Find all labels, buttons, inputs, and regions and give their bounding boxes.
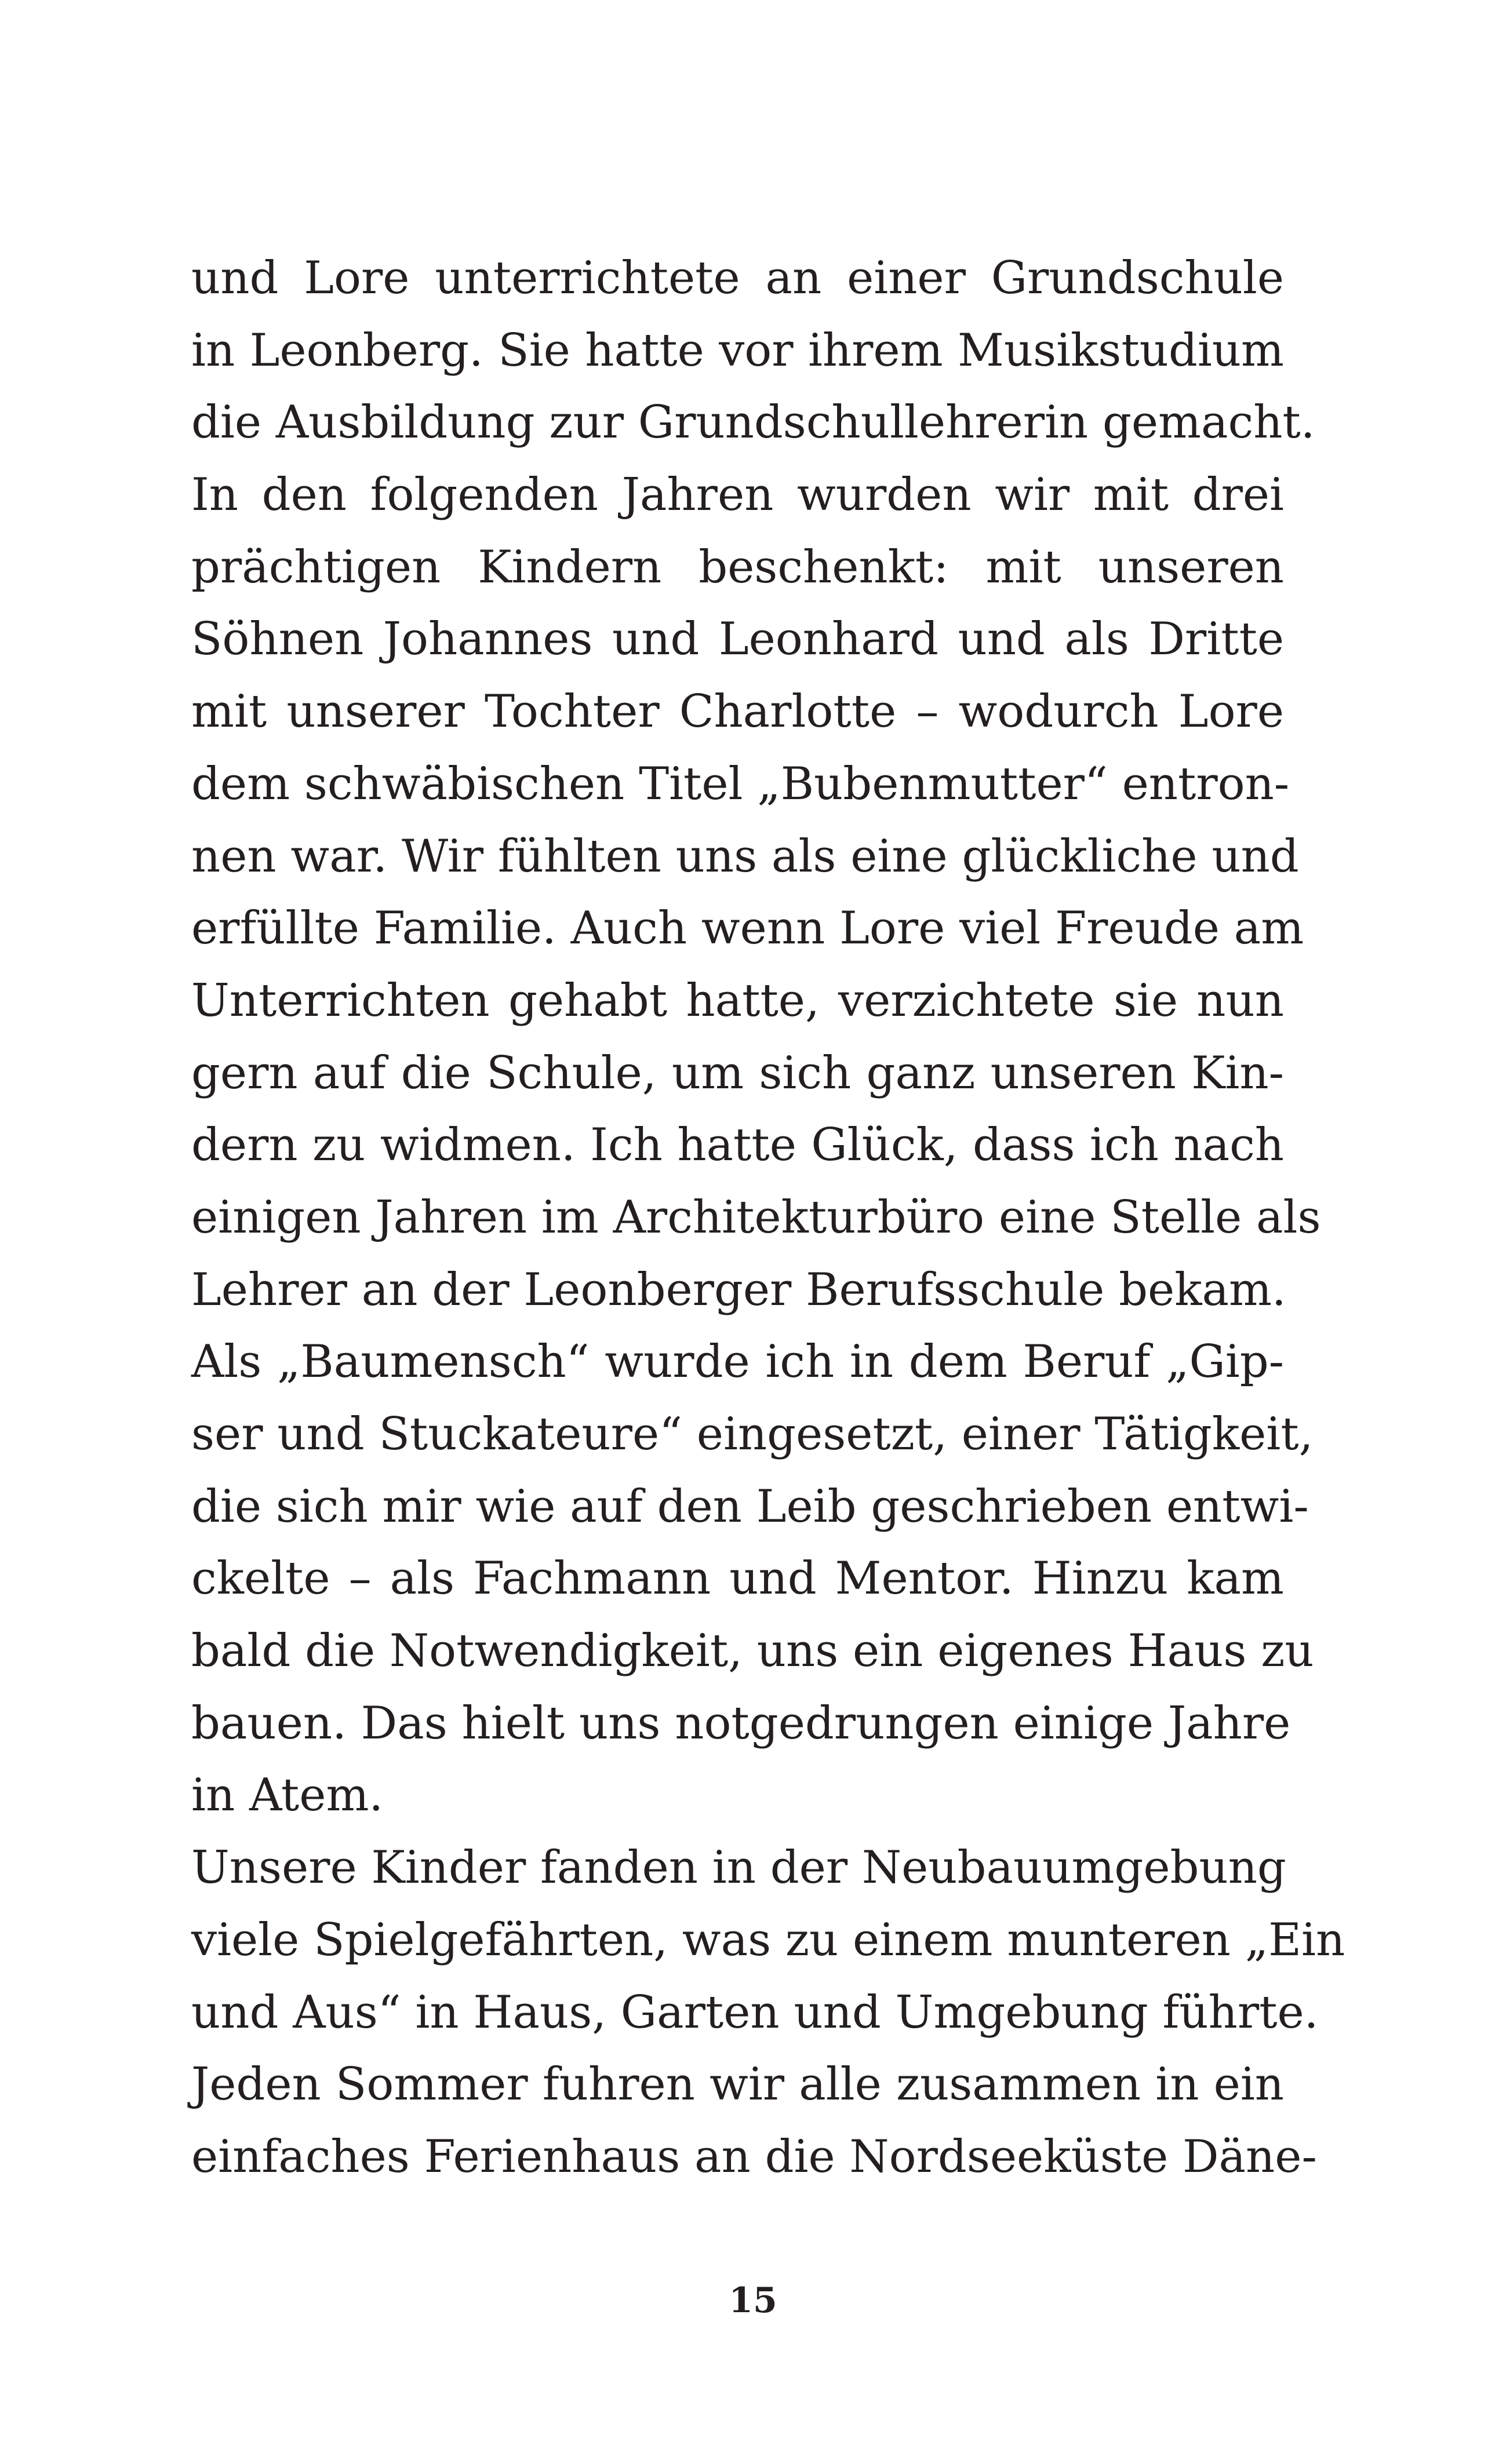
text-line: nen war. Wir fühlten uns als eine glückliche und	[191, 830, 1299, 883]
text-line: Söhnen Johannes und Leonhard und als Dritte	[191, 613, 1284, 666]
text-line: Jeden Sommer fuhren wir alle zusammen in ein	[191, 2058, 1284, 2111]
text-line: erfüllte Familie. Auch wenn Lore viel Freude am	[191, 902, 1304, 955]
text-line: Als „Baumensch“ wurde ich in dem Beruf „Gip-	[191, 1336, 1284, 1388]
text-line: mit unserer Tochter Charlotte – wodurch Lore	[191, 686, 1284, 738]
text-line: die sich mir wie auf den Leib geschrieben entwi-	[191, 1480, 1309, 1533]
text-line: und Lore unterrichtete an einer Grundschule	[191, 252, 1284, 304]
text-line: dern zu widmen. Ich hatte Glück, dass ich nach	[191, 1119, 1284, 1172]
text-line: in Leonberg. Sie hatte vor ihrem Musikstudium	[191, 324, 1284, 377]
text-line: dem schwäbischen Titel „Bubenmutter“ entron-	[191, 757, 1290, 810]
text-line: gern auf die Schule, um sich ganz unseren Kin-	[191, 1047, 1284, 1099]
text-line: prächtigen Kindern beschenkt: mit unseren	[191, 541, 1284, 593]
body-text	[191, 242, 1345, 2193]
text-line: ckelte – als Fachmann und Mentor. Hinzu kam	[191, 1552, 1284, 1605]
text-line: Unterrichten gehabt hatte, verzichtete sie nun	[191, 974, 1284, 1027]
text-line: Lehrer an der Leonberger Berufsschule bekam.	[191, 1263, 1286, 1316]
text-line: ser und Stuckateure“ eingesetzt, einer Tätigkeit,	[191, 1408, 1314, 1460]
text-line: und Aus“ in Haus, Garten und Umgebung führte.	[191, 1986, 1319, 2039]
text-line: Unsere Kinder fanden in der Neubauumgebung	[191, 1842, 1286, 1894]
text-line: viele Spielgefährten, was zu einem munteren „Ein	[191, 1913, 1345, 1966]
text-line: einfaches Ferienhaus an die Nordseeküste Däne-	[191, 2130, 1317, 2183]
text-line: In den folgenden Jahren wurden wir mit drei	[191, 469, 1284, 522]
page-number: 15	[729, 2280, 777, 2321]
text-line: bauen. Das hielt uns notgedrungen einige Jahre	[191, 1697, 1291, 1749]
text-line: bald die Notwendigkeit, uns ein eigenes Haus zu	[191, 1625, 1314, 1678]
text-line: einigen Jahren im Architekturbüro eine Stelle als	[191, 1191, 1321, 1244]
text-line: die Ausbildung zur Grundschullehrerin gemacht.	[191, 396, 1315, 449]
text-line: in Atem.	[191, 1769, 384, 1822]
